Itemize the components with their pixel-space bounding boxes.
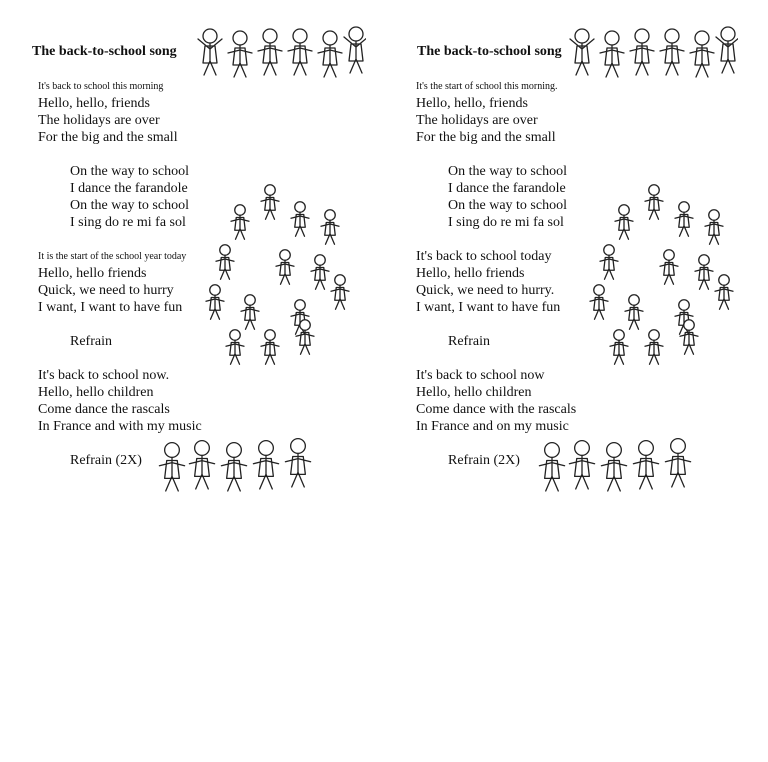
child-figure xyxy=(259,441,274,456)
child-figure xyxy=(575,29,589,43)
child-figure xyxy=(679,300,690,311)
song-lyrics xyxy=(38,78,202,469)
stanza-gap xyxy=(38,350,202,367)
child-figure xyxy=(575,441,590,456)
child-figure xyxy=(233,31,247,45)
lyric-line: Refrain (2X) xyxy=(448,453,520,468)
lyric-line: I dance the farandole xyxy=(448,181,566,196)
lyric-line: Refrain (2X) xyxy=(70,453,142,468)
child-figure xyxy=(594,285,605,296)
child-figure xyxy=(605,31,619,45)
lyric-line: It's back to school this morning xyxy=(38,81,164,92)
child-figure xyxy=(721,27,735,41)
lyric-line: It is the start of the school year today xyxy=(38,251,187,262)
child-figure xyxy=(695,31,709,45)
lyric-line: For the big and the small xyxy=(38,130,178,145)
child-figure xyxy=(280,250,291,261)
child-figure xyxy=(210,285,221,296)
child-figure xyxy=(220,245,231,256)
lyric-line: I sing do re mi fa sol xyxy=(70,215,186,230)
children-holding-hands-illustration xyxy=(196,16,366,106)
stanza-gap xyxy=(416,146,576,163)
lyric-line: I want, I want to have fun xyxy=(416,300,561,315)
lyric-line: The holidays are over xyxy=(416,113,538,128)
child-figure xyxy=(649,185,660,196)
child-figure xyxy=(265,330,276,341)
lyric-line: Quick, we need to hurry. xyxy=(416,283,555,298)
stanza-gap xyxy=(416,231,576,248)
song-title: The back-to-school song xyxy=(417,44,562,59)
child-figure xyxy=(545,443,560,458)
stanza-gap xyxy=(416,350,576,367)
child-figure xyxy=(679,202,690,213)
lyric-line: In France and with my music xyxy=(38,419,202,434)
child-figure xyxy=(665,29,679,43)
lyric-line: On the way to school xyxy=(448,198,567,213)
right-song-sheet xyxy=(384,0,768,540)
child-figure xyxy=(684,320,695,331)
child-figure xyxy=(699,255,710,266)
lyric-line: Hello, hello friends xyxy=(38,266,147,281)
child-figure xyxy=(300,320,311,331)
child-figure xyxy=(349,27,363,41)
stanza-gap xyxy=(416,316,576,333)
lyric-line: On the way to school xyxy=(448,164,567,179)
child-figure xyxy=(709,210,720,221)
child-figure xyxy=(614,330,625,341)
child-figure xyxy=(295,202,306,213)
lyric-line: Hello, hello children xyxy=(416,385,532,400)
child-figure xyxy=(649,330,660,341)
lyric-line: For the big and the small xyxy=(416,130,556,145)
lyric-line: Come dance the rascals xyxy=(38,402,170,417)
children-dancing-circle-illustration xyxy=(190,175,355,375)
child-figure xyxy=(235,205,246,216)
child-figure xyxy=(335,275,346,286)
children-line-dance-illustration xyxy=(532,430,702,525)
child-figure xyxy=(263,29,277,43)
lyric-line: Hello, hello, friends xyxy=(38,96,150,111)
child-figure xyxy=(719,275,730,286)
child-figure xyxy=(295,300,306,311)
lyric-line: Hello, hello children xyxy=(38,385,154,400)
child-figure xyxy=(165,443,180,458)
stanza-gap xyxy=(38,146,202,163)
child-figure xyxy=(195,441,210,456)
lyric-line: Hello, hello friends xyxy=(416,266,525,281)
child-figure xyxy=(325,210,336,221)
child-figure xyxy=(293,29,307,43)
lyric-line: The holidays are over xyxy=(38,113,160,128)
lyric-line: Refrain xyxy=(448,334,490,349)
lyric-line: It's back to school today xyxy=(416,249,552,264)
child-figure xyxy=(629,295,640,306)
lyric-line: Refrain xyxy=(70,334,112,349)
child-figure xyxy=(203,29,217,43)
child-figure xyxy=(323,31,337,45)
stanza-gap xyxy=(38,316,202,333)
lyric-line: On the way to school xyxy=(70,198,189,213)
children-dancing-circle-illustration xyxy=(574,175,739,375)
lyric-line: Come dance with the rascals xyxy=(416,402,577,417)
child-figure xyxy=(265,185,276,196)
child-figure xyxy=(245,295,256,306)
child-figure xyxy=(291,439,306,454)
lyric-line: On the way to school xyxy=(70,164,189,179)
child-figure xyxy=(604,245,615,256)
lyric-line: It's the start of school this morning. xyxy=(416,81,558,92)
child-figure xyxy=(227,443,242,458)
lyric-line: Quick, we need to hurry xyxy=(38,283,174,298)
child-figure xyxy=(315,255,326,266)
lyric-line: I dance the farandole xyxy=(70,181,188,196)
song-lyrics xyxy=(416,78,576,469)
children-holding-hands-illustration xyxy=(568,16,738,106)
children-line-dance-illustration xyxy=(152,430,322,525)
child-figure xyxy=(639,441,654,456)
left-song-sheet xyxy=(0,0,384,540)
lyric-line: It's back to school now. xyxy=(38,368,170,383)
lyric-line: It's back to school now xyxy=(416,368,545,383)
song-title: The back-to-school song xyxy=(32,44,177,59)
stanza-gap xyxy=(38,231,202,248)
lyric-line: In France and on my music xyxy=(416,419,569,434)
lyric-line: I sing do re mi fa sol xyxy=(448,215,564,230)
child-figure xyxy=(230,330,241,341)
child-figure xyxy=(635,29,649,43)
lyric-line: I want, I want to have fun xyxy=(38,300,183,315)
child-figure xyxy=(671,439,686,454)
child-figure xyxy=(664,250,675,261)
child-figure xyxy=(619,205,630,216)
lyric-line: Hello, hello, friends xyxy=(416,96,528,111)
child-figure xyxy=(607,443,622,458)
